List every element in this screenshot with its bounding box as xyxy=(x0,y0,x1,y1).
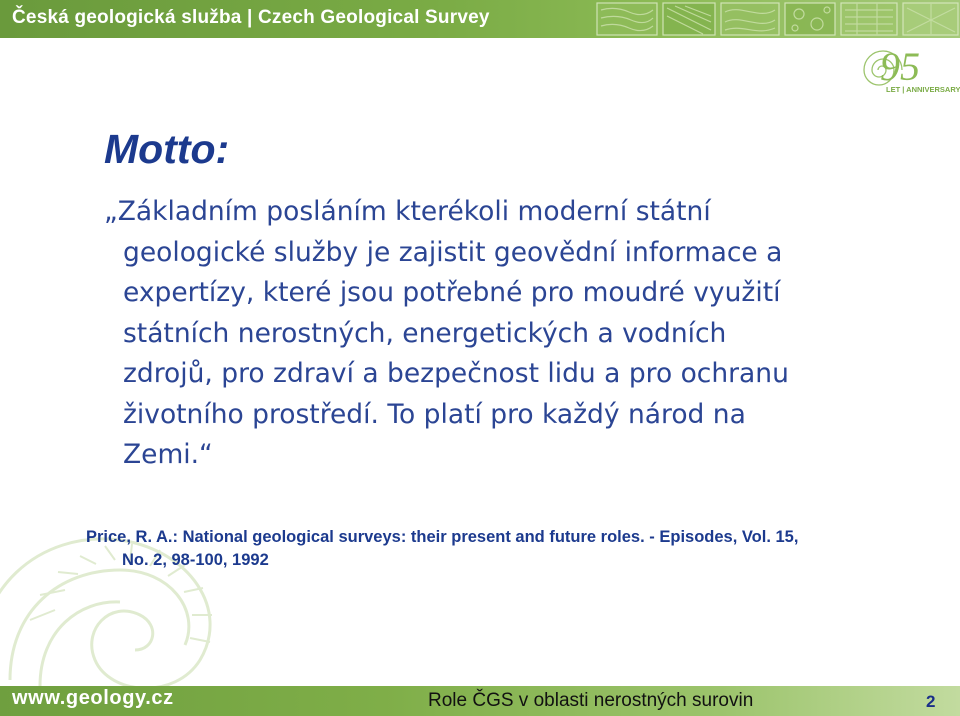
footer-presentation-title: Role ČGS v oblasti nerostných surovin xyxy=(428,690,754,711)
citation-line: Price, R. A.: National geological surveys: their present and future roles. - Episodes, Vol. 15, xyxy=(86,528,799,546)
logo-number: 95 xyxy=(880,44,920,89)
rock-texture-pattern xyxy=(595,0,960,38)
quote-line: Zemi.“ xyxy=(123,439,213,470)
footer-website-link[interactable]: www.geology.cz xyxy=(12,687,174,709)
quote-line: státních nerostných, energetických a vodních xyxy=(123,317,727,349)
motto-heading: Motto: xyxy=(104,126,230,172)
footer-bar xyxy=(0,686,960,716)
citation-reference xyxy=(86,526,906,572)
quote-line: životního prostředí. To platí pro každý národ na xyxy=(123,398,746,430)
quote-line: expertízy, které jsou potřebné pro moudré využití xyxy=(123,277,781,308)
logo-caption: LET | ANNIVERSARY xyxy=(886,85,960,94)
ammonite-fossil-icon xyxy=(0,470,240,686)
quote-line: „Základním posláním kterékoli moderní státní xyxy=(104,196,711,227)
page-number: 2 xyxy=(926,692,936,711)
quote-line: geologické služby je zajistit geovědní informace a xyxy=(123,236,783,268)
quote-line: zdrojů, pro zdraví a bezpečnost lidu a pro ochranu xyxy=(123,358,789,389)
anniversary-logo xyxy=(852,40,960,96)
header-title: Česká geologická služba | Czech Geological Survey xyxy=(12,7,490,28)
header-bar xyxy=(0,0,960,38)
quote-block xyxy=(104,192,884,476)
citation-line: No. 2, 98-100, 1992 xyxy=(122,551,269,569)
